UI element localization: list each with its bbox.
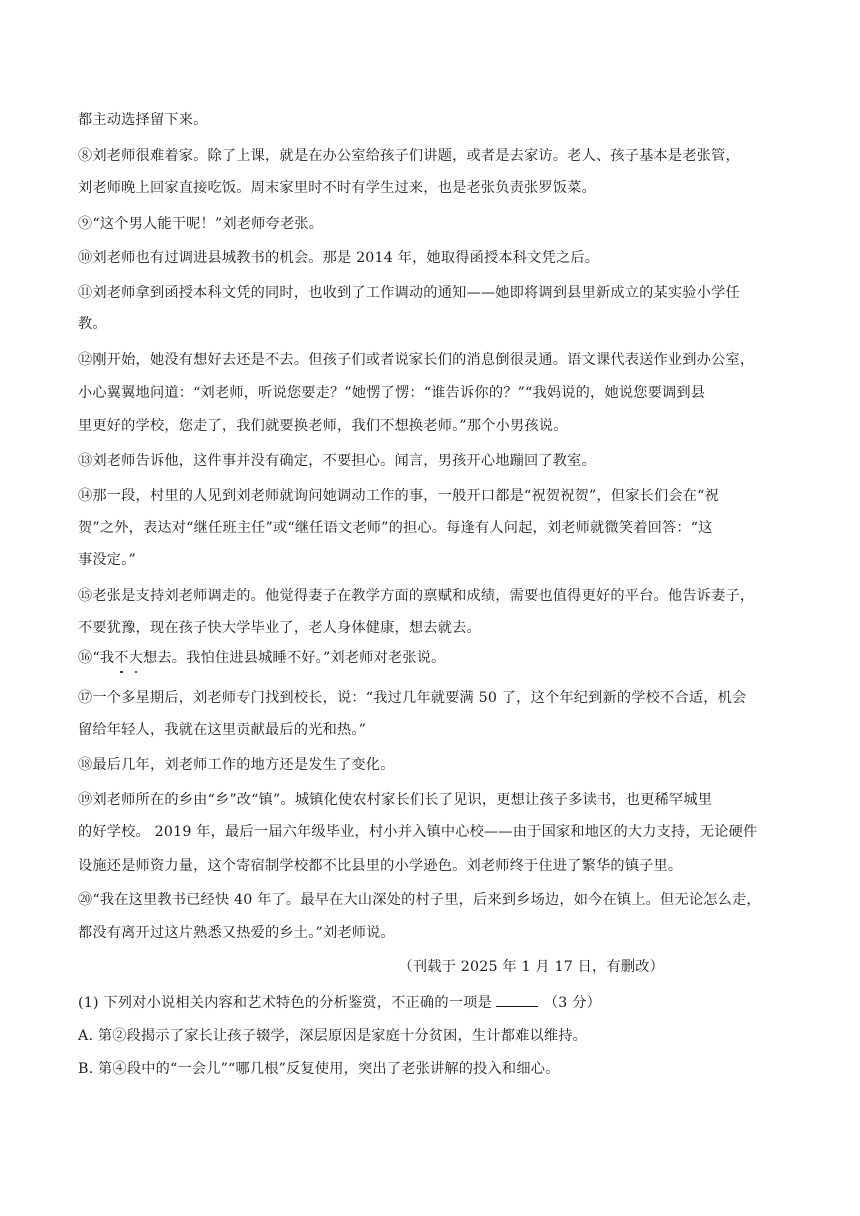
paragraph-12-line-2: 小心翼翼地问道：“刘老师，听说您要走？”她愣了愣：“谁告诉你的？”“我妈说的，她说您要调到县 — [78, 385, 706, 401]
emphasis-dotted-char: 大 — [128, 650, 144, 666]
paragraph-16 — [78, 648, 798, 668]
paragraph-13: ⑬刘老师告诉他，这件事并没有确定，不要担心。闻言，男孩开心地蹦回了教室。 — [78, 453, 596, 469]
paragraph-15-line-1: ⑮老张是支持刘老师调走的。他觉得妻子在教学方面的禀赋和成绩，需要也值得更好的平台。他告诉妻子， — [78, 588, 755, 604]
paragraph-17-line-1: ⑰一个多星期后，刘老师专门找到校长，说：“我过几年就要满 50 了，这个年纪到新的学校不合适，机会 — [78, 690, 747, 706]
paragraph-10: ⑩刘老师也有过调进县城教书的机会。那是 2014 年，她取得函授本科文凭之后。 — [78, 250, 600, 266]
source-note: （刊载于 2025 年 1 月 17 日，有删改） — [398, 959, 664, 975]
answer-blank[interactable] — [496, 992, 538, 1007]
paragraph-14-line-3: 事没定。” — [78, 552, 136, 568]
question-score: （3 分） — [543, 995, 601, 1011]
emphasis-dotted-char: 不 — [114, 650, 129, 666]
paragraph-12-line-3: 里更好的学校，您走了，我们就要换老师，我们不想换老师。”那个小男孩说。 — [78, 418, 568, 434]
paragraph-17-line-2: 留给年轻人，我就在这里贡献最后的光和热。” — [78, 722, 367, 738]
paragraph-20-line-1: ⑳“我在这里教书已经快 40 年了。最早在大山深处的村子里，后来到乡场边，如今在镇上。但无论怎么走， — [78, 892, 761, 908]
paragraph-11-line-2: 教。 — [78, 316, 107, 332]
paragraph-19-line-2: 的好学校。 2019 年，最后一届六年级毕业，村小并入镇中心校——由于国家和地区的大力支持，无论硬件 — [78, 824, 758, 840]
paragraph-11-line-1: ⑪刘老师拿到函授本科文凭的同时，也收到了工作调动的通知——她即将调到县里新成立的某实验小学任 — [78, 285, 740, 301]
paragraph-8-line-2: 刘老师晚上回家直接吃饭。周末家里时不时有学生过来，也是老张负责张罗饭菜。 — [78, 180, 596, 196]
paragraph-16-after: 想去。我怕住进县城睡不好。”刘老师对老张说。 — [143, 650, 446, 666]
paragraph-19-line-1: ⑲刘老师所在的乡由“乡”改“镇”。城镇化使农村家长们长了见识，更想让孩子多读书，也更稀罕城里 — [78, 792, 713, 808]
paragraph-14-line-1: ⑭那一段，村里的人见到刘老师就询问她调动工作的事，一般开口都是“祝贺祝贺”，但家长们会在“祝 — [78, 488, 720, 504]
question-stem-text: (1) 下列对小说相关内容和艺术特色的分析鉴赏，不正确的一项是 — [78, 995, 492, 1011]
option-b: B. 第④段中的“一会儿”“哪几根”反复使用，突出了老张讲解的投入和细心。 — [78, 1061, 560, 1077]
paragraph-14-line-2: 贺”之外，表达对“继任班主任”或“继任语文老师”的担心。每逢有人问起，刘老师就微笑着回答：“这 — [78, 520, 713, 536]
option-a: A. 第②段揭示了家长让孩子辍学，深层原因是家庭十分贫困，生计都难以维持。 — [78, 1028, 588, 1044]
question-stem — [78, 992, 798, 1013]
paragraph-16-before: ⑯“我 — [78, 650, 115, 666]
paragraph-9: ⑨“这个男人能干呢！”刘老师夸老张。 — [78, 216, 324, 232]
paragraph-20-line-2: 都没有离开过这片熟悉又热爱的乡土。”刘老师说。 — [78, 925, 395, 941]
paragraph-8-line-1: ⑧刘老师很难着家。除了上课，就是在办公室给孩子们讲题，或者是去家访。老人、孩子基本是老张管， — [78, 148, 740, 164]
text-line: 都主动选择留下来。 — [78, 112, 208, 128]
paragraph-12-line-1: ⑫刚开始，她没有想好去还是不去。但孩子们或者说家长们的消息倒很灵通。语文课代表送作业到办公室， — [78, 352, 755, 368]
paragraph-19-line-3: 设施还是师资力量，这个寄宿制学校都不比县里的小学逊色。刘老师终于住进了繁华的镇子里。 — [78, 858, 683, 874]
paragraph-18: ⑱最后几年，刘老师工作的地方还是发生了变化。 — [78, 757, 395, 773]
paragraph-15-line-2: 不要犹豫，现在孩子快大学毕业了，老人身体健康，想去就去。 — [78, 620, 481, 636]
